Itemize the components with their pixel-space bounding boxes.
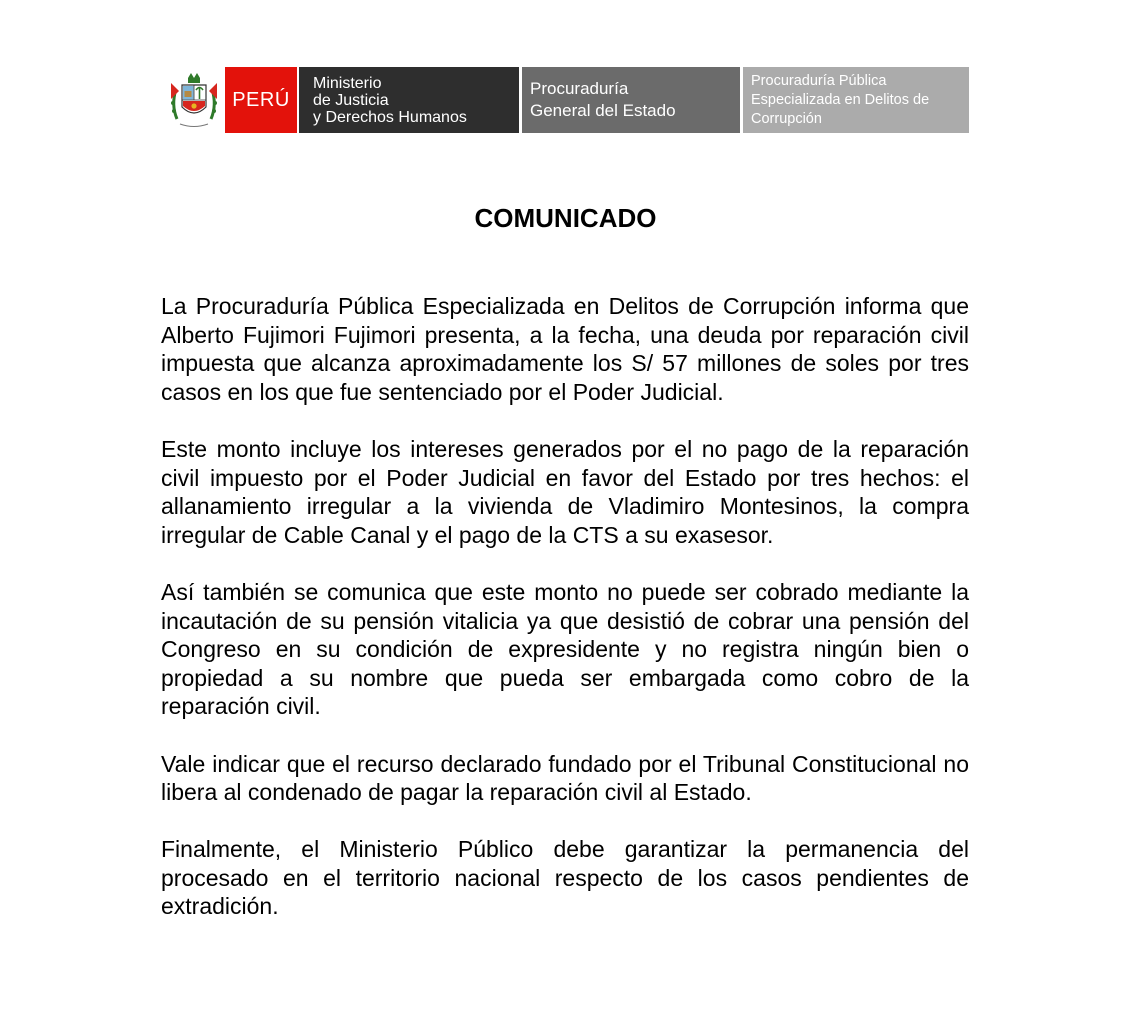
procuraduria-especializada-box <box>743 67 969 133</box>
pge-line-1: Procuraduría <box>530 79 629 98</box>
paragraph-3: Así también se comunica que este monto no puede ser cobrado mediante la incautación de su pensión vitalicia ya que desistió de cobrar una pensión del Congreso en su condición de expresidente y no registra ningún bien o propiedad a su nombre que pueda ser embargada como cobro de la reparación civil. <box>161 578 969 720</box>
procuraduria-general-box <box>522 67 740 133</box>
peru-label: PERÚ <box>232 88 290 111</box>
pge-line-2: General del Estado <box>530 101 676 120</box>
paragraph-5: Finalmente, el Ministerio Público debe garantizar la permanencia del procesado en el territorio nacional respecto de los casos pendientes de extradición. <box>161 836 969 920</box>
document-body <box>161 292 969 950</box>
institutional-header <box>165 67 969 133</box>
paragraph-2: Este monto incluye los intereses generados por el no pago de la reparación civil impuesto por el Poder Judicial en favor del Estado por tres hechos: el allanamiento irregular a la vivienda de Vladimiro Montesinos, la compra irregular de Cable Canal y el pago de la CTS a su exasesor. <box>161 435 969 548</box>
coat-of-arms-icon <box>165 67 223 133</box>
ministry-line-2: de Justicia <box>313 91 389 109</box>
peru-label-box <box>225 67 297 133</box>
paragraph-1: La Procuraduría Pública Especializada en Delitos de Corrupción informa que Alberto Fujimori Fujimori presenta, a la fecha, una deuda por reparación civil impuesta que alcanza aproximadamente los S/ 57 millones de soles por tres casos en los que fue sentenciado por el Poder Judicial. <box>161 293 969 405</box>
ministry-line-3: y Derechos Humanos <box>313 108 467 126</box>
ppe-line-2: Especializada en Delitos de <box>751 91 930 108</box>
ministry-label-box <box>299 67 519 133</box>
document-title: COMUNICADO <box>474 203 657 233</box>
ppe-line-3: Corrupción <box>751 110 822 127</box>
ppe-line-1: Procuraduría Pública <box>751 72 887 89</box>
paragraph-4: Vale indicar que el recurso declarado fundado por el Tribunal Constitucional no libera al condenado de pagar la reparación civil al Estado. <box>161 750 969 806</box>
ministry-line-1: Ministerio <box>313 74 382 92</box>
